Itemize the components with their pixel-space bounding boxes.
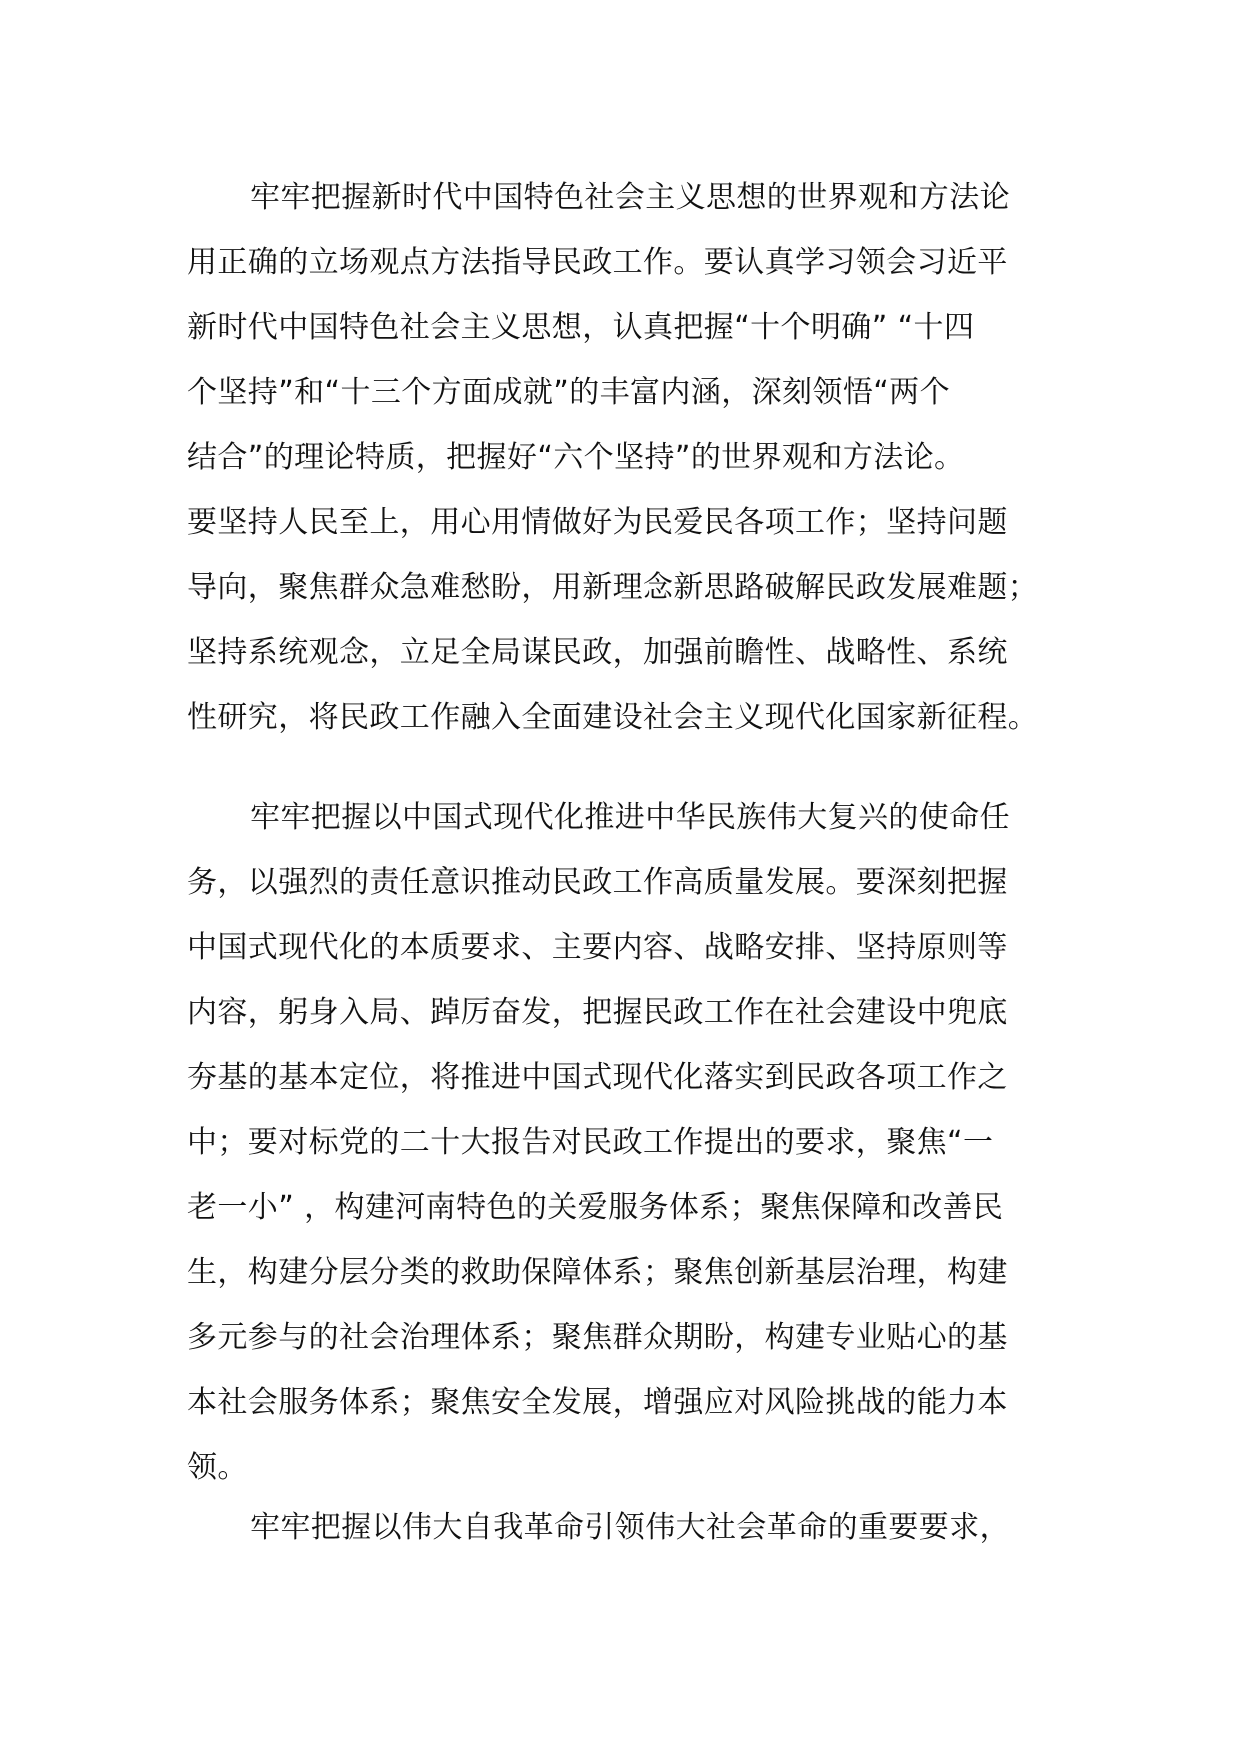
paragraph-line: 新时代中国特色社会主义思想，认真把握“十个明确” “十四 [187,310,975,345]
paragraph-line: 牢牢把握以中国式现代化推进中华民族伟大复兴的使命任 [250,800,1010,835]
paragraph-line: 导向，聚焦群众急难愁盼，用新理念新思路破解民政发展难题； [187,570,1039,605]
paragraph-line: 个坚持”和“十三个方面成就”的丰富内涵，深刻领悟“两个 [187,375,950,410]
paragraph-line: 牢牢把握以伟大自我革命引领伟大社会革命的重要要求， [250,1510,1010,1545]
paragraph-3 [187,1495,1067,1560]
paragraph-1 [187,165,1067,750]
paragraph-line: 领。 [187,1450,248,1485]
paragraph-line: 牢牢把握新时代中国特色社会主义思想的世界观和方法论 [250,180,1010,215]
paragraph-line: 多元参与的社会治理体系；聚焦群众期盼，构建专业贴心的基 [187,1320,1008,1355]
paragraph-line: 用正确的立场观点方法指导民政工作。要认真学习领会习近平 [187,245,1008,280]
paragraph-line: 夯基的基本定位，将推进中国式现代化落实到民政各项工作之 [187,1060,1008,1095]
paragraph-line: 本社会服务体系；聚焦安全发展，增强应对风险挑战的能力本 [187,1385,1008,1420]
paragraph-line: 性研究，将民政工作融入全面建设社会主义现代化国家新征程。 [187,700,1039,735]
paragraph-line: 中；要对标党的二十大报告对民政工作提出的要求，聚焦“一 [187,1125,994,1160]
paragraph-line: 结合”的理论特质，把握好“六个坚持”的世界观和方法论。 [187,440,965,475]
paragraph-line: 内容，躬身入局、踔厉奋发，把握民政工作在社会建设中兜底 [187,995,1008,1030]
paragraph-line: 中国式现代化的本质要求、主要内容、战略安排、坚持原则等 [187,930,1008,965]
paragraph-2 [187,785,1067,1500]
paragraph-line: 要坚持人民至上，用心用情做好为民爱民各项工作；坚持问题 [187,505,1008,540]
paragraph-line: 务，以强烈的责任意识推动民政工作高质量发展。要深刻把握 [187,865,1008,900]
paragraph-line: 生，构建分层分类的救助保障体系；聚焦创新基层治理，构建 [187,1255,1008,1290]
paragraph-line: 老一小” ，构建河南特色的关爱服务体系；聚焦保障和改善民 [187,1190,1004,1225]
paragraph-line: 坚持系统观念，立足全局谋民政，加强前瞻性、战略性、系统 [187,635,1008,670]
